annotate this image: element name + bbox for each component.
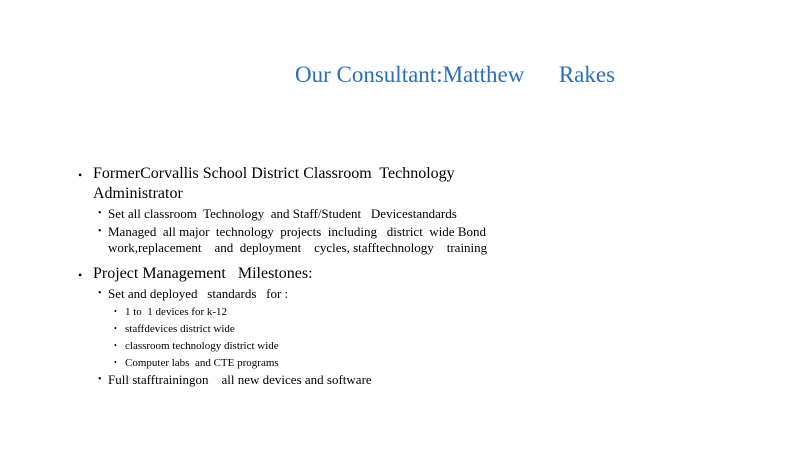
sub-list <box>93 286 548 388</box>
list-item-milestones <box>78 264 548 388</box>
list-item-managed-projects <box>78 224 548 256</box>
item-text: Computer labs and CTE programs <box>125 357 279 369</box>
bullet-icon: • <box>114 307 117 316</box>
sub-sub-list <box>78 305 548 370</box>
item-text: Set and deployed standards for : <box>108 286 289 301</box>
bullet-list <box>78 164 548 388</box>
list-item-former-role <box>78 164 548 256</box>
item-text-line1: Managed all major technology projects including district wide Bond <box>108 224 487 239</box>
list-item-classroom-technology <box>78 339 548 353</box>
bullet-icon: • <box>98 288 102 299</box>
bullet-icon: • <box>98 208 102 219</box>
list-item-standards <box>78 206 548 222</box>
bullet-icon: • <box>114 341 117 350</box>
item-text-line2: Administrator <box>93 185 183 202</box>
list-item-staff-training <box>78 372 548 388</box>
bullet-icon: • <box>98 374 102 385</box>
item-text-line1: FormerCorvallis School District Classroom Technology <box>93 165 455 182</box>
bullet-icon: • <box>114 358 117 367</box>
item-text-line2: work,replacement and deployment cycles, stafftechnology training <box>108 240 488 255</box>
list-item-computer-labs <box>78 356 548 370</box>
item-text: staffdevices district wide <box>125 323 235 335</box>
item-text: Project Management Milestones: <box>93 265 313 282</box>
bullet-icon: • <box>114 324 117 333</box>
bullet-icon: • <box>78 168 83 182</box>
item-text: Set all classroom Technology and Staff/Student Devicestandards <box>108 206 457 221</box>
item-text: Full stafftrainingon all new devices and software <box>108 372 372 387</box>
slide-content <box>78 164 548 390</box>
list-item-devices-k12 <box>78 305 548 319</box>
bullet-icon: • <box>98 226 102 237</box>
slide-title: Our Consultant:Matthew Rakes <box>295 62 616 87</box>
list-item-staff-devices <box>78 322 548 336</box>
sub-list <box>93 206 548 256</box>
bullet-icon: • <box>78 268 83 282</box>
list-item-deployed-standards <box>78 286 548 370</box>
item-text: 1 to 1 devices for k-12 <box>125 306 228 318</box>
item-text: classroom technology district wide <box>125 340 279 352</box>
